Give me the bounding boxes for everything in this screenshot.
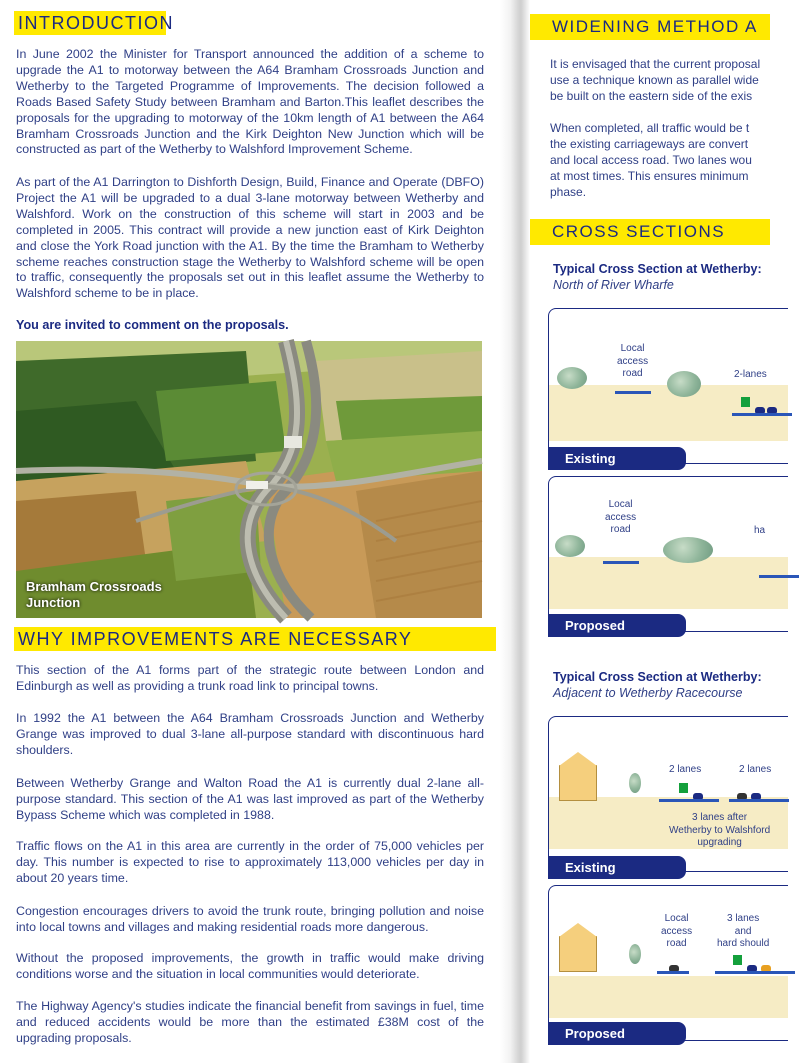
car-icon — [767, 407, 777, 413]
why-paragraph-3: Between Wetherby Grange and Walton Road the A1 is currently dual 2-lane all-purpose standard. This section of the A1 was last improved as part of the Wetherby Bypass Scheme which was completed in 1988. — [16, 776, 484, 822]
road-sign-icon — [733, 955, 742, 965]
car-icon — [669, 965, 679, 971]
aerial-photo-bramham-junction — [16, 341, 482, 618]
car-icon — [747, 965, 757, 971]
widening-line-8: phase. — [550, 185, 587, 199]
road-sign-icon — [741, 397, 750, 407]
existing-tag-1: Existing — [548, 447, 686, 470]
intro-paragraph-2: As part of the A1 Darrington to Dishforth Design, Build, Finance and Operate (DBFO) Project the A1 will be upgraded to a dual 3-lane motorway between Wetherby and Walshford. Work on the construction of this scheme will start in 2003 and be completed in 2005. This contract will provide a new junction east of Kirk Deighton and close the York Road junction with the A1. By the time the Bramham to Wetherby scheme reaches construction stage the Wetherby to Walshford scheme will be open to traffic, consequently the proposals set out in this leaflet assume the Wetherby to Walshford scheme to be in place. — [16, 175, 484, 301]
widening-line-1: It is envisaged that the current proposal — [550, 57, 761, 71]
photo-caption: Bramham Crossroads Junction — [26, 579, 162, 610]
introduction-heading: INTRODUCTION — [14, 11, 166, 35]
tree-icon — [629, 773, 641, 793]
house-icon — [559, 936, 597, 972]
local-road-surface — [603, 561, 639, 564]
carriageway-surface — [759, 575, 799, 578]
cross-section-panel-existing-2 — [548, 716, 788, 872]
carriageway-surface — [732, 413, 792, 416]
intro-paragraph-1: In June 2002 the Minister for Transport announced the addition of a scheme to upgrade the A1 to motorway between the A64 Bramham Crossroads Junction and Wetherby to the Targeted Programme of Improvements. The decision followed a Roads Based Safety Study between Bramham and Barton.This leaflet describes the proposals for the upgrading to motorway of the 10km length of A1 between the A64 Bramham Crossroads Junction and the Kirk Deighton New Junction which will be constructed as part of the Wetherby to Walshford Improvement Scheme. — [16, 47, 484, 157]
widening-line-6: and local access road. Two lanes wou — [550, 153, 752, 167]
why-paragraph-7: The Highway Agency's studies indicate the financial benefit from savings in fuel, time and reduced accidents would be more than the estimated £38M cost of the upgrading proposals. — [16, 999, 484, 1045]
local-access-road-label: Local access road — [605, 499, 637, 535]
section-2-title: Typical Cross Section at Wetherby: — [553, 670, 762, 684]
proposed-tag-2: Proposed — [548, 1022, 686, 1045]
why-paragraph-1: This section of the A1 forms part of the strategic route between London and Edinburgh as well as providing a trunk road link to principal towns. — [16, 663, 484, 693]
section-2-subtitle: Adjacent to Wetherby Racecourse — [553, 686, 743, 700]
car-icon — [761, 965, 771, 971]
cross-section-panel-existing-1 — [548, 308, 788, 464]
carriageway-surface — [715, 971, 795, 974]
cross-section-panel-proposed-2 — [548, 885, 788, 1041]
car-icon — [751, 793, 761, 799]
why-paragraph-4: Traffic flows on the A1 in this area are currently in the order of 75,000 vehicles per day. This number is expected to rise to approximately 113,000 vehicles per day in about 20 years time. — [16, 839, 484, 885]
widening-line-2: use a technique known as parallel wide — [550, 73, 759, 87]
why-paragraph-2: In 1992 the A1 between the A64 Bramham Crossroads Junction and Wetherby Grange was improved to dual 3-lane all-purpose standard with discontinuous hard shoulders. — [16, 711, 484, 757]
hard-shoulder-label: ha — [754, 525, 766, 536]
tree-icon — [555, 535, 585, 557]
widening-line-5: the existing carriageways are convert — [550, 137, 749, 151]
widening-line-4: When completed, all traffic would be t — [550, 121, 750, 135]
local-access-road-label: Local access road — [661, 913, 693, 949]
tree-icon — [557, 367, 587, 389]
local-road-surface — [657, 971, 689, 974]
invite-to-comment: You are invited to comment on the proposals. — [16, 318, 289, 332]
right-column — [530, 0, 772, 1063]
road-sign-icon — [679, 783, 688, 793]
widening-line-7: at most times. This ensures minimum — [550, 169, 749, 183]
carriageway-surface-a — [659, 799, 719, 802]
local-access-road-label: Local access road — [617, 343, 649, 379]
lanes-label-b: 2 lanes — [739, 764, 772, 775]
tree-icon — [629, 944, 641, 964]
car-icon — [737, 793, 747, 799]
tree-icon — [667, 371, 701, 397]
tree-icon — [663, 537, 713, 563]
section-1-subtitle: North of River Wharfe — [553, 278, 674, 292]
house-icon — [559, 765, 597, 801]
aerial-photo-image — [16, 341, 482, 618]
why-improvements-heading: WHY IMPROVEMENTS ARE NECESSARY — [14, 627, 496, 651]
proposed-tag-1: Proposed — [548, 614, 686, 637]
after-upgrading-note: 3 lanes after Wetherby to Walshford upgrading — [669, 812, 771, 848]
car-icon — [693, 793, 703, 799]
carriageway-surface-b — [729, 799, 789, 802]
cross-sections-heading: CROSS SECTIONS — [530, 219, 770, 245]
car-icon — [755, 407, 765, 413]
lanes-hard-shoulder-label: 3 lanes and hard should — [717, 913, 770, 949]
widening-line-3: be built on the eastern side of the exis — [550, 89, 753, 103]
cross-section-panel-proposed-1 — [548, 476, 788, 632]
why-paragraph-5: Congestion encourages drivers to avoid the trunk route, bringing pollution and noise into local towns and villages and making residential roads more dangerous. — [16, 904, 484, 934]
why-paragraph-6: Without the proposed improvements, the growth in traffic would make driving conditions worse and the situation in local communities would deteriorate. — [16, 951, 484, 981]
lanes-label-a: 2 lanes — [669, 764, 702, 775]
lanes-label: 2-lanes — [734, 369, 767, 380]
local-road-surface — [615, 391, 651, 394]
widening-method-heading: WIDENING METHOD A — [530, 14, 770, 40]
existing-tag-2: Existing — [548, 856, 686, 879]
page-fold-spine — [500, 0, 530, 1063]
section-1-title: Typical Cross Section at Wetherby: — [553, 262, 762, 276]
